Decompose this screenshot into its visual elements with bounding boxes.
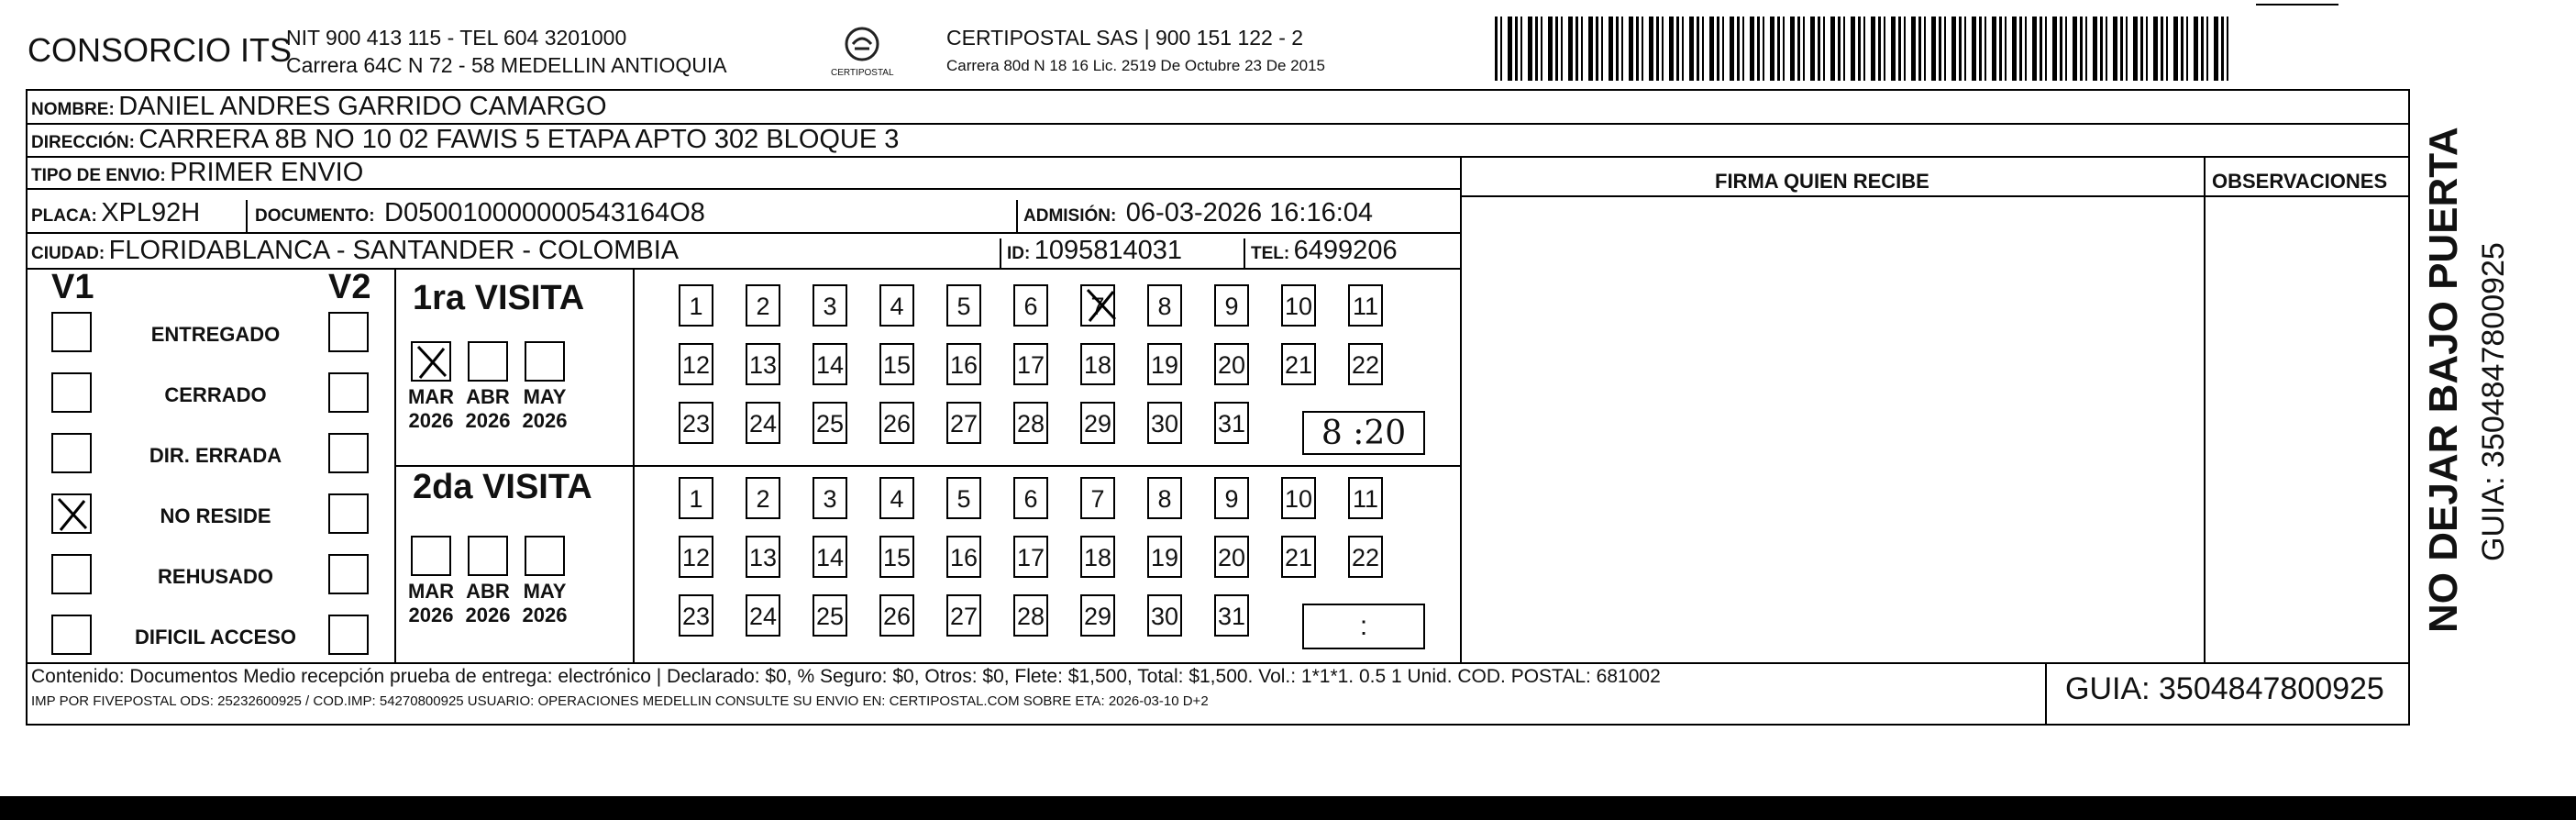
day-box[interactable] — [879, 284, 914, 327]
day-box[interactable] — [1281, 284, 1316, 327]
day-number: 16 — [949, 544, 978, 571]
second-visit-time[interactable] — [1302, 604, 1425, 649]
day-number: 17 — [1016, 544, 1045, 571]
day-box[interactable] — [1348, 343, 1383, 385]
month-year: 2026 — [522, 409, 568, 432]
v2-checkbox[interactable] — [328, 433, 369, 473]
day-number: 5 — [956, 485, 971, 513]
day-box[interactable] — [946, 536, 981, 578]
day-box[interactable] — [746, 402, 780, 444]
day-box[interactable] — [1348, 284, 1383, 327]
v2-checkbox[interactable] — [328, 615, 369, 655]
day-number: 29 — [1083, 603, 1112, 630]
tipo-envio-label: TIPO DE ENVIO: — [31, 166, 166, 185]
day-box[interactable] — [1080, 284, 1115, 327]
month-year: 2026 — [465, 604, 511, 626]
nombre-label: NOMBRE: — [31, 100, 115, 119]
day-number: 20 — [1217, 544, 1246, 571]
day-number: 14 — [815, 544, 845, 571]
ciudad-label: CIUDAD: — [31, 244, 105, 263]
day-box[interactable] — [1348, 536, 1383, 578]
day-number: 13 — [748, 544, 778, 571]
day-box[interactable] — [879, 477, 914, 519]
day-box[interactable] — [1147, 402, 1182, 444]
month-label — [404, 580, 459, 627]
day-number: 25 — [815, 410, 845, 438]
tel-label: TEL: — [1251, 244, 1290, 263]
month-name: MAY — [523, 580, 567, 603]
day-number: 28 — [1016, 410, 1045, 438]
month-checkbox[interactable] — [525, 341, 565, 382]
day-number: 16 — [949, 351, 978, 379]
day-box[interactable] — [679, 284, 713, 327]
status-label: NO RESIDE — [160, 504, 271, 527]
day-number: 21 — [1284, 351, 1313, 379]
day-number: 25 — [815, 603, 845, 630]
status-label: ENTREGADO — [150, 323, 281, 346]
status-label: CERRADO — [164, 383, 267, 406]
documento-label: DOCUMENTO: — [255, 206, 375, 226]
day-number: 22 — [1351, 351, 1380, 379]
scan-edge-bar — [0, 796, 2576, 820]
day-number: 21 — [1284, 544, 1313, 571]
company-nit: NIT 900 413 115 - TEL 604 3201000 — [286, 26, 627, 50]
day-box[interactable] — [1013, 343, 1048, 385]
day-number: 4 — [890, 293, 904, 320]
day-box[interactable] — [1281, 536, 1316, 578]
day-box[interactable] — [946, 284, 981, 327]
first-visit-time-value: 8 :20 — [1321, 415, 1407, 452]
firma-label: FIRMA QUIEN RECIBE — [1715, 170, 1929, 193]
day-number: 5 — [956, 293, 971, 320]
month-checkbox[interactable] — [468, 341, 508, 382]
direccion-label: DIRECCIÓN: — [31, 133, 135, 152]
x-mark-icon — [53, 495, 90, 532]
x-mark-icon — [413, 343, 449, 380]
admision-label: ADMISIÓN: — [1023, 206, 1117, 226]
month-checkbox[interactable] — [411, 536, 451, 576]
day-number: 4 — [890, 485, 904, 513]
day-number: 14 — [815, 351, 845, 379]
day-number: 6 — [1023, 485, 1038, 513]
footer-impresion: IMP POR FIVEPOSTAL ODS: 25232600925 / COD.IMP: 54270800925 USUARIO: OPERACIONES MEDELLIN CONSULTE SU ENVIO EN: CERTIPOSTAL.COM SOBRE ETA: 2026-03-10 D+2 — [31, 693, 1209, 709]
day-box[interactable] — [1147, 477, 1182, 519]
v2-checkbox[interactable] — [328, 372, 369, 413]
day-box[interactable] — [746, 343, 780, 385]
day-box[interactable] — [746, 536, 780, 578]
day-box[interactable] — [1214, 284, 1249, 327]
day-box[interactable] — [1147, 594, 1182, 637]
day-box[interactable] — [1013, 594, 1048, 637]
day-number: 30 — [1150, 603, 1179, 630]
certipostal-logo — [825, 20, 899, 84]
day-box[interactable] — [1147, 536, 1182, 578]
day-number: 29 — [1083, 410, 1112, 438]
day-number: 31 — [1217, 410, 1246, 438]
v1-checkbox[interactable] — [51, 493, 92, 534]
tipo-envio-value: PRIMER ENVIO — [170, 158, 364, 187]
day-box[interactable] — [813, 284, 847, 327]
day-number: 3 — [823, 485, 837, 513]
day-box[interactable] — [679, 343, 713, 385]
observaciones-label: OBSERVACIONES — [2212, 170, 2388, 193]
day-number: 24 — [748, 410, 778, 438]
direccion-value: CARRERA 8B NO 10 02 FAWIS 5 ETAPA APTO 302 BLOQUE 3 — [138, 125, 900, 154]
logo-text: CERTIPOSTAL — [831, 68, 894, 78]
id-label: ID: — [1007, 244, 1031, 263]
second-visit-time-value: : — [1359, 611, 1368, 641]
second-visit-title: 2da VISITA — [413, 468, 592, 506]
day-number: 22 — [1351, 544, 1380, 571]
day-box[interactable] — [1080, 402, 1115, 444]
v1-checkbox[interactable] — [51, 372, 92, 413]
day-box[interactable] — [813, 477, 847, 519]
day-box[interactable] — [746, 284, 780, 327]
day-number: 11 — [1352, 485, 1379, 513]
day-number: 18 — [1083, 351, 1112, 379]
day-number: 19 — [1150, 351, 1179, 379]
footer-contenido: Contenido: Documentos Medio recepción prueba de entrega: electrónico | Declarado: $0, % Seguro: $0, Otros: $0, Flete: $1,500, Total: $1,500. Vol.: 1*1*1. 0.5 1 Unid. COD. POSTAL: 681002 — [31, 666, 1661, 687]
day-box[interactable] — [813, 536, 847, 578]
day-number: 2 — [756, 293, 770, 320]
day-number: 20 — [1217, 351, 1246, 379]
day-box[interactable] — [746, 477, 780, 519]
day-box[interactable] — [879, 343, 914, 385]
v2-checkbox[interactable] — [328, 554, 369, 594]
day-box[interactable] — [1080, 343, 1115, 385]
day-box[interactable] — [1013, 284, 1048, 327]
placa-label: PLACA: — [31, 206, 97, 226]
day-box[interactable] — [679, 594, 713, 637]
first-visit-time[interactable] — [1302, 411, 1425, 455]
day-box[interactable] — [946, 477, 981, 519]
day-box[interactable] — [1147, 284, 1182, 327]
day-box[interactable] — [1080, 594, 1115, 637]
day-number: 31 — [1217, 603, 1246, 630]
month-label — [404, 385, 459, 433]
nombre-value: DANIEL ANDRES GARRIDO CAMARGO — [118, 92, 607, 121]
day-box[interactable] — [879, 594, 914, 637]
barcode — [1495, 17, 2228, 81]
placa-value: XPL92H — [101, 198, 201, 227]
month-name: ABR — [466, 385, 510, 408]
month-label — [460, 385, 515, 433]
month-checkbox[interactable] — [411, 341, 451, 382]
day-number: 1 — [689, 293, 703, 320]
day-number: 15 — [882, 351, 912, 379]
day-box[interactable] — [1214, 343, 1249, 385]
day-box[interactable] — [679, 402, 713, 444]
day-box[interactable] — [946, 343, 981, 385]
month-year: 2026 — [408, 409, 454, 432]
day-number: 28 — [1016, 603, 1045, 630]
day-number: 13 — [748, 351, 778, 379]
day-number: 10 — [1284, 485, 1313, 513]
day-box[interactable] — [879, 402, 914, 444]
day-box[interactable] — [1080, 477, 1115, 519]
day-box[interactable] — [1013, 477, 1048, 519]
v2-checkbox[interactable] — [328, 493, 369, 534]
footer-guia: GUIA: 3504847800925 — [2065, 671, 2384, 706]
documento-value: D050010000000543164O8 — [384, 198, 705, 227]
month-checkbox[interactable] — [525, 536, 565, 576]
day-number: 23 — [681, 603, 711, 630]
day-box[interactable] — [813, 402, 847, 444]
day-number: 9 — [1224, 485, 1239, 513]
month-label — [517, 385, 572, 433]
day-number: 27 — [949, 410, 978, 438]
day-number: 12 — [681, 544, 711, 571]
company-address: Carrera 64C N 72 - 58 MEDELLIN ANTIOQUIA — [286, 53, 727, 77]
carrier-name: CERTIPOSTAL SAS | 900 151 122 - 2 — [946, 26, 1304, 50]
day-number: 24 — [748, 603, 778, 630]
day-number: 30 — [1150, 410, 1179, 438]
day-number: 7 — [1090, 293, 1105, 320]
v1-checkbox[interactable] — [51, 433, 92, 473]
day-number: 2 — [756, 485, 770, 513]
first-visit-title: 1ra VISITA — [413, 279, 585, 317]
day-number: 1 — [689, 485, 703, 513]
v1-checkbox[interactable] — [51, 312, 92, 352]
day-box[interactable] — [1281, 477, 1316, 519]
day-box[interactable] — [1214, 402, 1249, 444]
day-box[interactable] — [813, 594, 847, 637]
status-label: DIR. ERRADA — [149, 444, 282, 467]
side-guia: GUIA: 3504847800925 — [2476, 242, 2511, 561]
day-number: 11 — [1352, 293, 1379, 320]
v1-checkbox[interactable] — [51, 615, 92, 655]
v1-checkbox[interactable] — [51, 554, 92, 594]
id-value: 1095814031 — [1034, 236, 1183, 265]
status-label: REHUSADO — [158, 565, 273, 588]
day-box[interactable] — [813, 343, 847, 385]
day-box[interactable] — [1281, 343, 1316, 385]
month-checkbox[interactable] — [468, 536, 508, 576]
day-number: 17 — [1016, 351, 1045, 379]
carrier-license: Carrera 80d N 18 16 Lic. 2519 De Octubre 23 De 2015 — [946, 57, 1325, 74]
month-name: MAR — [407, 385, 455, 408]
day-box[interactable] — [679, 477, 713, 519]
day-number: 23 — [681, 410, 711, 438]
day-number: 10 — [1284, 293, 1313, 320]
month-year: 2026 — [408, 604, 454, 626]
day-box[interactable] — [1214, 477, 1249, 519]
day-number: 27 — [949, 603, 978, 630]
day-box[interactable] — [1214, 594, 1249, 637]
day-number: 19 — [1150, 544, 1179, 571]
month-year: 2026 — [465, 409, 511, 432]
day-number: 26 — [882, 603, 912, 630]
day-box[interactable] — [1080, 536, 1115, 578]
day-box[interactable] — [946, 594, 981, 637]
day-box[interactable] — [1013, 536, 1048, 578]
v2-checkbox[interactable] — [328, 312, 369, 352]
day-number: 8 — [1157, 485, 1172, 513]
v2-header: V2 — [328, 268, 371, 306]
month-name: MAY — [523, 385, 567, 408]
day-number: 12 — [681, 351, 711, 379]
day-box[interactable] — [946, 402, 981, 444]
day-number: 6 — [1023, 293, 1038, 320]
day-number: 8 — [1157, 293, 1172, 320]
month-name: MAR — [407, 580, 455, 603]
day-number: 7 — [1090, 485, 1105, 513]
day-box[interactable] — [879, 536, 914, 578]
month-label — [460, 580, 515, 627]
day-box[interactable] — [1214, 536, 1249, 578]
v1-header: V1 — [51, 268, 94, 306]
day-box[interactable] — [1348, 477, 1383, 519]
side-warning: NO DEJAR BAJO PUERTA — [2421, 127, 2466, 633]
day-number: 3 — [823, 293, 837, 320]
month-name: ABR — [466, 580, 510, 603]
day-number: 15 — [882, 544, 912, 571]
company-name: CONSORCIO ITS — [28, 31, 293, 69]
status-label: DIFICIL ACCESO — [134, 626, 296, 648]
day-box[interactable] — [1013, 402, 1048, 444]
admision-value: 06-03-2026 16:16:04 — [1125, 198, 1374, 227]
tel-value: 6499206 — [1293, 236, 1398, 265]
day-number: 18 — [1083, 544, 1112, 571]
day-number: 26 — [882, 410, 912, 438]
day-box[interactable] — [746, 594, 780, 637]
day-box[interactable] — [679, 536, 713, 578]
day-number: 9 — [1224, 293, 1239, 320]
day-box[interactable] — [1147, 343, 1182, 385]
ciudad-value: FLORIDABLANCA - SANTANDER - COLOMBIA — [108, 236, 680, 265]
month-year: 2026 — [522, 604, 568, 626]
x-mark-icon — [1082, 286, 1119, 323]
month-label — [517, 580, 572, 627]
